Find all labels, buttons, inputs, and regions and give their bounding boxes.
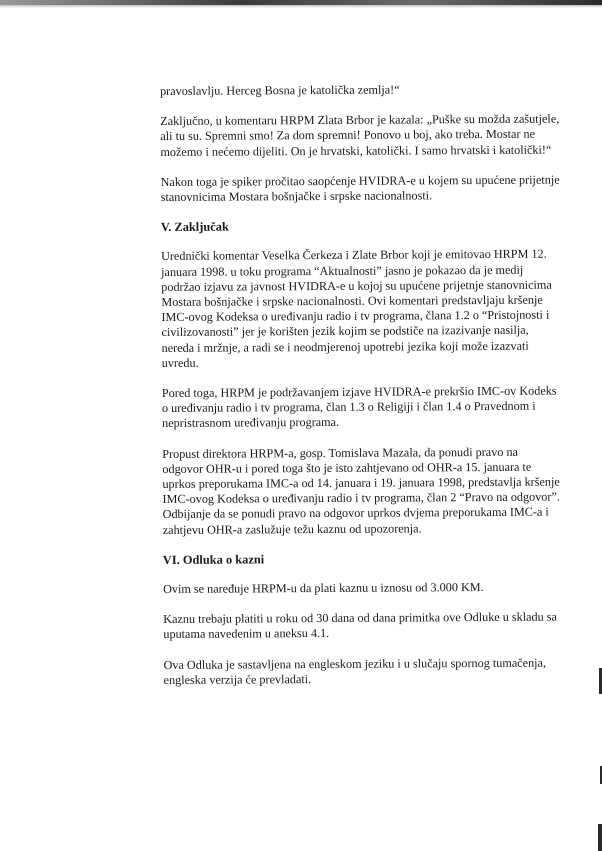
text-line: možemo i nećemo dijeliti. On je hrvatski, katolički. I samo hrvatski i katolički!“ xyxy=(160,142,552,159)
text-line: Pored toga, HRPM je podržavanjem izjave HVIDRA-e prekršio IMC-ov Kodeks xyxy=(161,383,557,401)
announcement-paragraph xyxy=(160,172,560,206)
text-line: stanovnicima Mostara bošnjačke i srpske nacionalnosti. xyxy=(160,188,433,205)
penalty-paragraph-2 xyxy=(163,609,557,643)
section-heading-conclusion: V. Zaključak xyxy=(160,219,229,235)
text-line: ali tu su. Spremni smo! Za dom spremni! Ponovo u boj, ako treba. Mostar ne xyxy=(160,127,536,144)
intro-paragraph xyxy=(160,82,526,99)
text-line: nepristrasnom uređivanju programa. xyxy=(162,415,340,431)
text-line: IMC-ovog Kodeksa o uređivanju radio i tv programa, člana 1.2 o “Pristojnosti i xyxy=(161,307,550,325)
quote-paragraph xyxy=(160,111,560,160)
scan-right-mark xyxy=(598,824,602,851)
text-line: civilizovanosti” jer je korišten jezik kojim se podstiče na izazivanje nasilja, xyxy=(161,323,529,340)
text-line: Zaključno, u komentaru HRPM Zlata Brbor je kazala: „Puške su možda zašutjele, xyxy=(160,111,560,129)
text-line: pravoslavlju. Herceg Bosna je katolička zemlja!“ xyxy=(160,82,400,98)
document-page xyxy=(160,82,560,703)
text-line: Mostara bošnjačke i srpske nacionalnosti. Ovi komentari predstavljaju kršenje xyxy=(161,292,543,310)
section-heading-penalty-decision: VI. Odluka o kazni xyxy=(162,552,265,567)
text-line: podržao izjavu za javnost HVIDRA-e u kojoj su upućene prijetnje stanovnicima xyxy=(161,277,552,294)
text-line: zahtjevu OHR-a zaslužuje težu kaznu od upozorenja. xyxy=(162,521,422,537)
text-line: Odbijanje da se ponudi pravo na odgovor uprkos dvjema preporukama IMC-a i xyxy=(162,505,549,522)
text-line: uputama navedenim u aneksu 4.1. xyxy=(163,626,330,642)
text-line: Ova Odluka je sastavljena na engleskom jeziku i u slučaju spornog tumačenja, xyxy=(163,655,547,672)
text-line: Kaznu trebaju platiti u roku od 30 dana od dana primitka ove Odluke u skladu sa xyxy=(163,609,557,627)
text-line: januara 1998. u toku programa “Aktualnosti” jasno je pokazao da je medij xyxy=(161,262,524,279)
text-line: engleska verzija će prevladati. xyxy=(163,671,312,687)
text-line: Propust direktora HRPM-a, gosp. Tomislava Mazala, da ponudi pravo na xyxy=(162,444,518,461)
penalty-paragraph-1 xyxy=(163,580,529,597)
conclusion-paragraph-1 xyxy=(161,247,552,371)
text-line: nereda i mržnje, a radi se i neodmjerenoj upotrebi jezika koji može izazvati xyxy=(161,338,529,355)
text-line: Nakon toga je spiker pročitao saopćenje HVIDRA-e u kojem su upućene prijetnje xyxy=(160,172,560,189)
conclusion-paragraph-3 xyxy=(162,444,560,537)
text-line: Urednički komentar Veselka Čerkeza i Zlate Brbor koji je emitovao HRPM 12. xyxy=(161,247,547,264)
text-line: o uređivanju radio i tv programa, član 1.3 o Religiji i član 1.4 o Pravednom i xyxy=(161,398,536,416)
scan-top-shadow xyxy=(0,5,602,8)
text-line: uprkos preporukama IMC-a od 14. januara i 19. januara 1998, predstavlja kršenje xyxy=(162,474,560,492)
text-line: uvredu. xyxy=(161,355,199,370)
text-line: IMC-ovog Kodeksa o uređivanju radio i tv programa, član 2 “Pravo na odgovor”. xyxy=(162,489,560,507)
conclusion-paragraph-2 xyxy=(161,383,557,432)
penalty-paragraph-3 xyxy=(163,655,547,688)
text-line: Ovim se naređuje HRPM-u da plati kaznu u iznosu od 3.000 KM. xyxy=(163,580,484,597)
text-line: odgovor OHR-u i pored toga što je isto zahtjevano od OHR-a 15. januara te xyxy=(162,459,532,476)
